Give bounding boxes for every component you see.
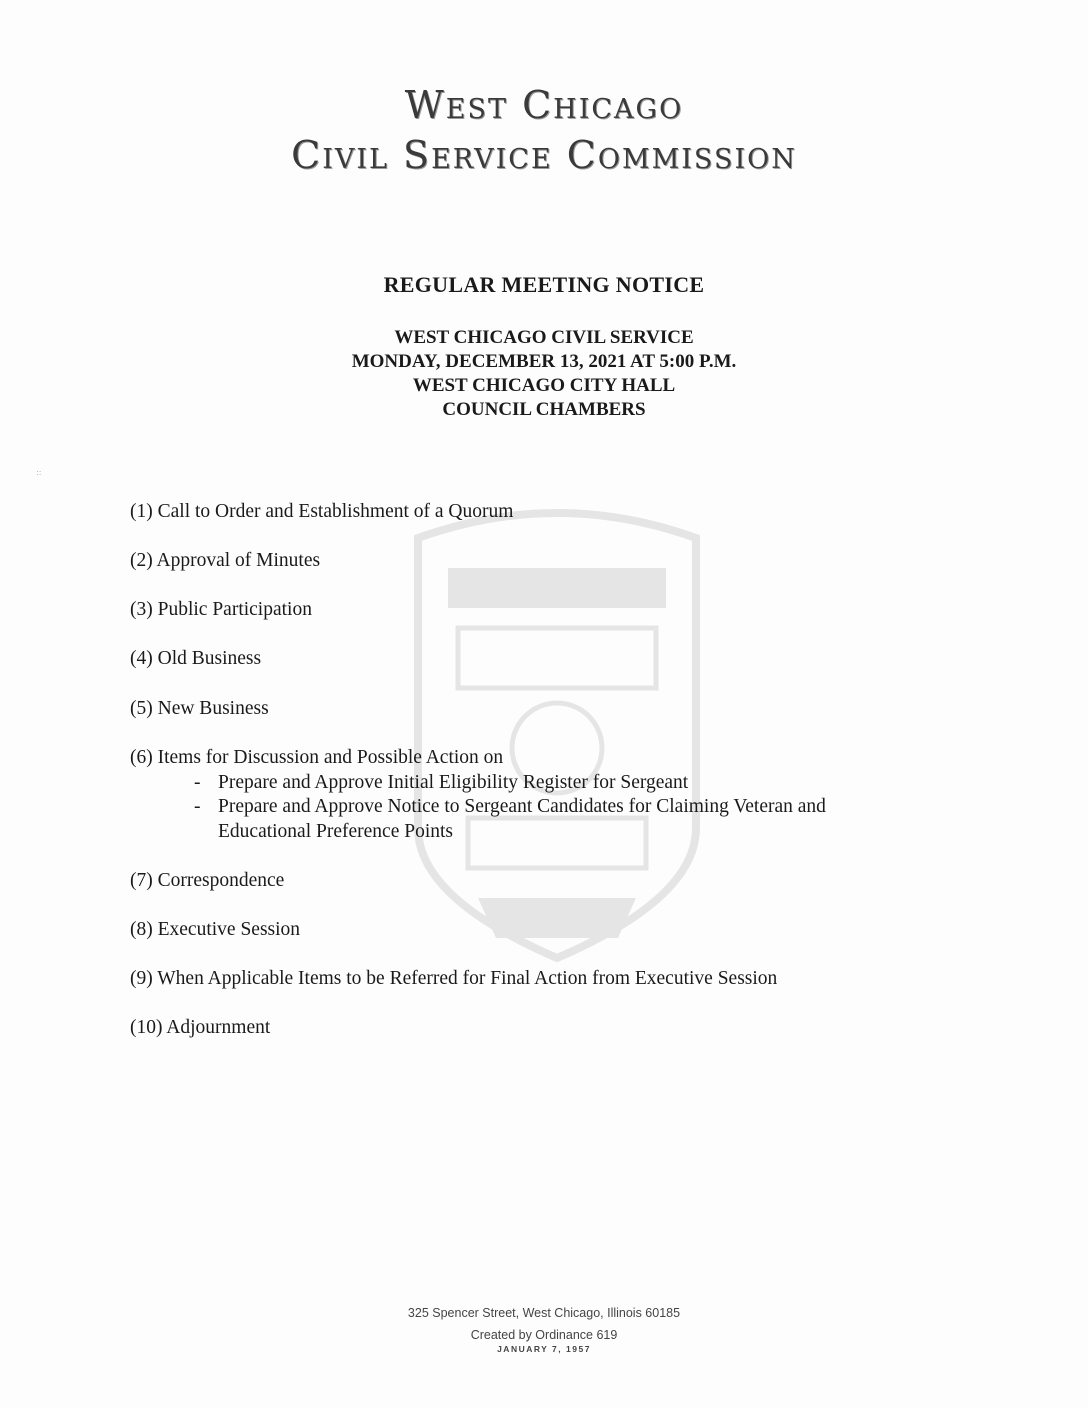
agenda-item-1: (1) Call to Order and Establishment of a Quorum xyxy=(130,501,514,522)
notice-title: REGULAR MEETING NOTICE xyxy=(383,272,705,297)
agenda-sub-item-2-continuation: Educational Preference Points xyxy=(218,821,453,842)
letterhead-line-1: West Chicago xyxy=(404,83,684,127)
sub-item-text: Prepare and Approve Initial Eligibility Register for Sergeant xyxy=(218,772,689,793)
agenda-item-5: (5) New Business xyxy=(130,698,269,719)
sub-item-dash: - xyxy=(194,796,201,817)
agenda-sub-item-2 xyxy=(194,795,826,819)
sub-item-text: Prepare and Approve Notice to Sergeant Candidates for Claiming Veteran and xyxy=(218,796,826,817)
footer-date: JANUARY 7, 1957 xyxy=(497,1344,591,1354)
meeting-room: COUNCIL CHAMBERS xyxy=(442,399,646,420)
meeting-datetime: MONDAY, DECEMBER 13, 2021 AT 5:00 P.M. xyxy=(351,351,737,372)
agenda-item-3: (3) Public Participation xyxy=(130,599,312,620)
scan-mark: :: xyxy=(36,468,42,477)
meeting-body: WEST CHICAGO CIVIL SERVICE xyxy=(394,327,694,348)
city-seal-watermark xyxy=(398,498,716,968)
agenda-item-4: (4) Old Business xyxy=(130,648,262,669)
agenda-item-10: (10) Adjournment xyxy=(130,1017,271,1038)
agenda-item-8: (8) Executive Session xyxy=(130,919,301,940)
sub-item-dash: - xyxy=(194,772,201,793)
footer xyxy=(0,1306,1088,1354)
footer-address: 325 Spencer Street, West Chicago, Illinois 60185 xyxy=(407,1306,681,1320)
meeting-location: WEST CHICAGO CITY HALL xyxy=(412,375,676,396)
letterhead-line-2: Civil Service Commission xyxy=(291,133,797,177)
agenda-item-9: (9) When Applicable Items to be Referred for Final Action from Executive Session xyxy=(130,968,778,989)
agenda-item-6: (6) Items for Discussion and Possible Action on xyxy=(130,747,504,768)
agenda-item-7: (7) Correspondence xyxy=(130,870,285,891)
agenda-item-2: (2) Approval of Minutes xyxy=(130,550,321,571)
footer-ordinance: Created by Ordinance 619 xyxy=(470,1328,618,1342)
agenda-sub-item-1 xyxy=(194,771,688,795)
meeting-info xyxy=(0,326,1088,422)
letterhead xyxy=(0,80,1088,180)
